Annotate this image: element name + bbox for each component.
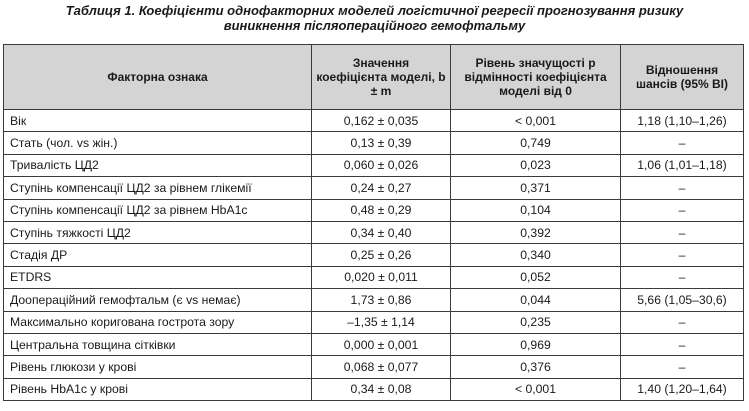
cell-odds-ratio: 1,06 (1,01–1,18)	[621, 154, 744, 176]
table-caption	[0, 0, 749, 33]
cell-p-value: 0,235	[451, 311, 621, 333]
cell-p-value: 0,052	[451, 266, 621, 288]
caption-text-line-2: виникнення післяопераційного гемофтальму	[223, 18, 526, 33]
cell-factor: Максимально коригована гострота зору	[4, 311, 312, 333]
cell-p-value: 0,340	[451, 244, 621, 266]
table-row	[4, 221, 744, 243]
cell-factor: Стать (чол. vs жін.)	[4, 132, 312, 154]
cell-odds-ratio: –	[621, 266, 744, 288]
cell-coefficient: 0,13 ± 0,39	[312, 132, 451, 154]
header-odds-ratio: Відношення шансів (95% ВІ)	[621, 45, 744, 110]
coefficients-table	[3, 44, 744, 401]
cell-factor: Рівень глюкози у крові	[4, 356, 312, 378]
cell-factor: Ступінь компенсації ЦД2 за рівнем глікемії	[4, 177, 312, 199]
cell-p-value: 0,392	[451, 221, 621, 243]
cell-coefficient: 0,25 ± 0,26	[312, 244, 451, 266]
cell-p-value: < 0,001	[451, 378, 621, 400]
cell-odds-ratio: –	[621, 311, 744, 333]
table-row	[4, 378, 744, 400]
cell-odds-ratio: –	[621, 177, 744, 199]
cell-p-value: 0,376	[451, 356, 621, 378]
table-row	[4, 177, 744, 199]
cell-coefficient: 0,000 ± 0,001	[312, 333, 451, 355]
cell-coefficient: 0,24 ± 0,27	[312, 177, 451, 199]
cell-odds-ratio: –	[621, 132, 744, 154]
cell-coefficient: 0,48 ± 0,29	[312, 199, 451, 221]
caption-line-1	[0, 3, 749, 18]
cell-factor: Стадія ДР	[4, 244, 312, 266]
cell-odds-ratio: 5,66 (1,05–30,6)	[621, 289, 744, 311]
cell-factor: Вік	[4, 110, 312, 132]
caption-text-line-1: Коефіцієнти однофакторних моделей логістичної регресії прогнозування ризику	[138, 3, 684, 18]
cell-factor: ETDRS	[4, 266, 312, 288]
cell-odds-ratio: 1,40 (1,20–1,64)	[621, 378, 744, 400]
cell-factor: Центральна товщина сітківки	[4, 333, 312, 355]
header-row	[4, 45, 744, 110]
table-row	[4, 132, 744, 154]
header-p-value: Рівень значущості p відмінності коефіцієнта моделі від 0	[451, 45, 621, 110]
cell-odds-ratio: –	[621, 199, 744, 221]
cell-p-value: 0,023	[451, 154, 621, 176]
cell-coefficient: 0,34 ± 0,08	[312, 378, 451, 400]
cell-p-value: 0,749	[451, 132, 621, 154]
cell-p-value: 0,044	[451, 289, 621, 311]
table-row	[4, 356, 744, 378]
table-row	[4, 311, 744, 333]
cell-odds-ratio: –	[621, 221, 744, 243]
cell-coefficient: 0,060 ± 0,026	[312, 154, 451, 176]
cell-p-value: 0,371	[451, 177, 621, 199]
cell-odds-ratio: –	[621, 244, 744, 266]
table-body	[4, 110, 744, 401]
cell-p-value: 0,104	[451, 199, 621, 221]
table-row	[4, 289, 744, 311]
cell-p-value: < 0,001	[451, 110, 621, 132]
table-row	[4, 110, 744, 132]
cell-coefficient: –1,35 ± 1,14	[312, 311, 451, 333]
cell-odds-ratio: –	[621, 356, 744, 378]
cell-factor: Тривалість ЦД2	[4, 154, 312, 176]
cell-factor: Ступінь тяжкості ЦД2	[4, 221, 312, 243]
cell-coefficient: 0,068 ± 0,077	[312, 356, 451, 378]
table-row	[4, 266, 744, 288]
table-row	[4, 199, 744, 221]
cell-factor: Ступінь компенсації ЦД2 за рівнем HbA1c	[4, 199, 312, 221]
cell-coefficient: 1,73 ± 0,86	[312, 289, 451, 311]
cell-factor: Доопераційний гемофтальм (є vs немає)	[4, 289, 312, 311]
header-coefficient: Значення коефіцієнта моделі, b ± m	[312, 45, 451, 110]
caption-label: Таблиця 1.	[65, 3, 136, 18]
table-row	[4, 154, 744, 176]
table-row	[4, 333, 744, 355]
cell-coefficient: 0,162 ± 0,035	[312, 110, 451, 132]
table-row	[4, 244, 744, 266]
cell-p-value: 0,969	[451, 333, 621, 355]
cell-odds-ratio: –	[621, 333, 744, 355]
cell-factor: Рівень HbA1c у крові	[4, 378, 312, 400]
cell-coefficient: 0,34 ± 0,40	[312, 221, 451, 243]
header-factor: Факторна ознака	[4, 45, 312, 110]
cell-odds-ratio: 1,18 (1,10–1,26)	[621, 110, 744, 132]
cell-coefficient: 0,020 ± 0,011	[312, 266, 451, 288]
